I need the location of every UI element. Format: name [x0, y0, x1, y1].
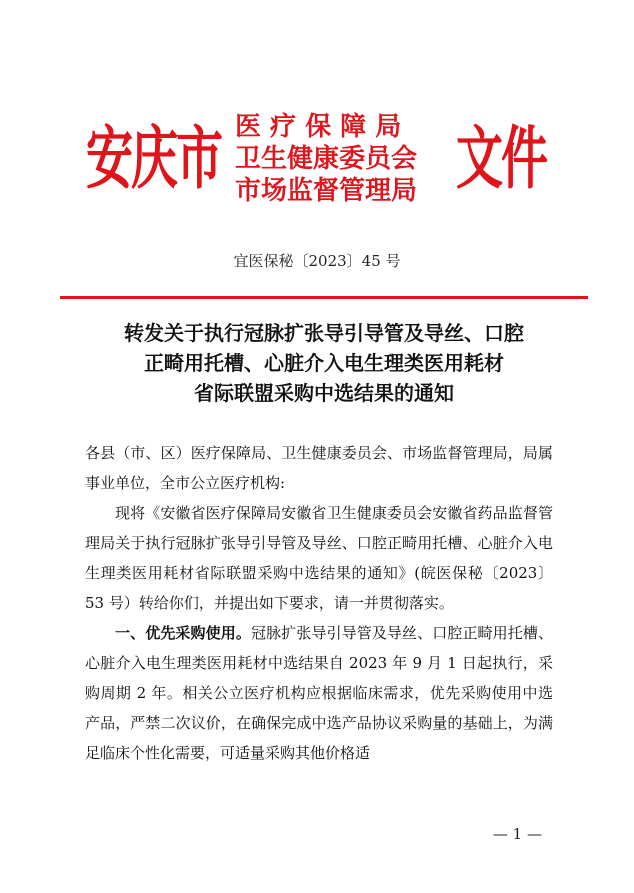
title-line: 省际联盟采购中选结果的通知	[194, 381, 454, 405]
agency-name: 医 疗 保 障 局	[235, 112, 402, 142]
recipients-paragraph: 各县（市、区）医疗保障局、卫生健康委员会、市场监督管理局，局属事业单位，全市公立医疗机构:	[85, 444, 553, 492]
document-header	[0, 0, 634, 230]
section-text: 冠脉扩张导引导管及导丝、口腔正畸用托槽、心脏介入电生理类医用耗材中选结果自 2023 年 9 月 1 日起执行，采购周期 2 年。相关公立医疗机构应根据临床需求，优先采购使用中选产品，严禁二次议价，在确保完成中选产品协议采购量的基础上，为满足临床个性化需要，可适量采购其他价格适	[85, 624, 553, 762]
title-line: 正畸用托槽、心脏介入电生理类医用耗材	[144, 351, 504, 375]
document-number: 宜医保秘〔2023〕45 号	[233, 252, 401, 270]
header-city: 安庆市	[86, 119, 221, 200]
header-doc-type: 文件	[456, 119, 546, 200]
document-title	[60, 318, 588, 408]
document-body	[85, 438, 553, 768]
agency-name: 市场监督管理局	[235, 176, 418, 206]
title-line: 转发关于执行冠脉扩张导引导管及导丝、口腔	[124, 321, 524, 345]
agency-name: 卫生健康委员会	[235, 144, 418, 174]
red-separator-line	[60, 296, 588, 299]
body-paragraph: 现将《安徽省医疗保障局安徽省卫生健康委员会安徽省药品监督管理局关于执行冠脉扩张导引导管及导丝、口腔正畸用托槽、心脏介入电生理类医用耗材省际联盟采购中选结果的通知》(皖医保秘〔2023〕53 号）转给你们，并提出如下要求，请一并贯彻落实。	[85, 504, 553, 612]
section-heading: 一、优先采购使用。	[115, 624, 251, 642]
section-paragraph	[85, 618, 553, 768]
page-number: — 1 —	[492, 825, 542, 843]
header-agencies	[235, 111, 450, 207]
